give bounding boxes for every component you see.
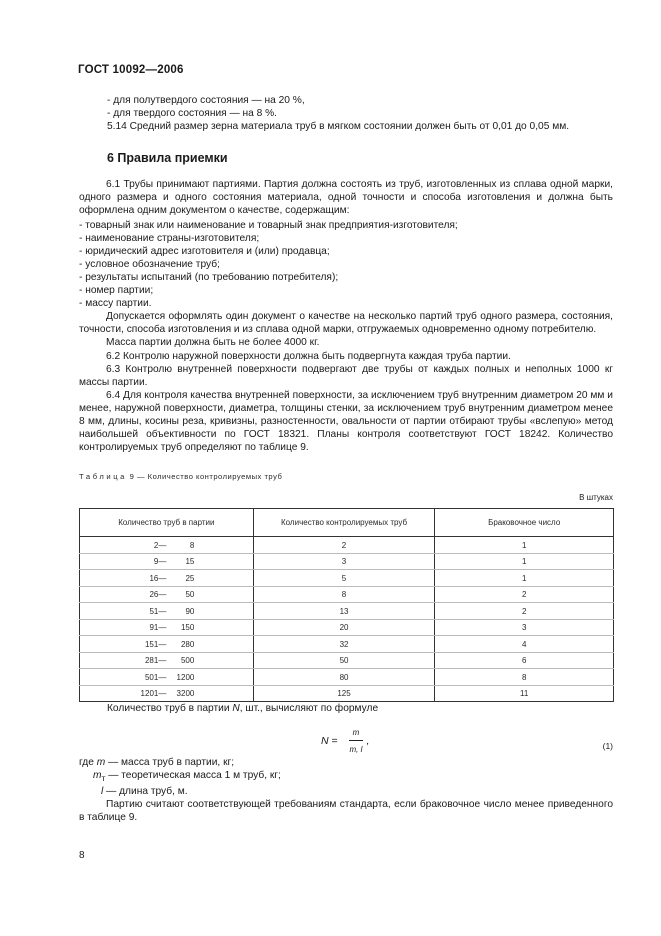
lot-size-from: 51—: [149, 606, 167, 616]
legend-text: — теоретическая масса 1 м труб, кг;: [105, 769, 281, 781]
table-row: [80, 685, 614, 702]
lot-size-from: 9—: [153, 557, 167, 567]
intro-line: - для твердого состояния — на 8 %.: [107, 108, 278, 120]
reject-cell: 1: [435, 553, 614, 570]
legend-variable: l: [101, 785, 104, 797]
lot-size-cell: [80, 652, 254, 669]
column-header: Количество контролируемых труб: [253, 509, 435, 537]
legend-variable: m: [96, 756, 106, 768]
formula-denominator: m, l: [349, 744, 363, 754]
legend-prefix: где: [79, 756, 97, 768]
reject-cell: 3: [435, 619, 614, 636]
table-row: [80, 553, 614, 570]
controlled-cell: 13: [253, 603, 435, 620]
table-row: [80, 537, 614, 554]
lot-size-cell: [80, 619, 254, 636]
formula-lhs: N: [321, 734, 329, 747]
table-header-row: [80, 509, 614, 537]
section-title: 6 Правила приемки: [107, 151, 228, 166]
controlled-cell: 8: [253, 586, 435, 603]
legend-line: [79, 785, 613, 798]
table-row: [80, 669, 614, 686]
clause-5-14: 5.14 Средний размер зерна материала труб в мягком состоянии должен быть от 0,01 до 0,05 мм.: [107, 121, 570, 133]
table-row: [80, 619, 614, 636]
formula-fraction: [349, 726, 364, 756]
reject-cell: 8: [435, 669, 614, 686]
list-item: - результаты испытаний (по требованию потребителя);: [79, 271, 339, 283]
lot-size-cell: [80, 685, 254, 702]
lot-size-to: 8: [189, 540, 195, 550]
clause-6-1: 6.1 Трубы принимают партиями. Партия должна состоять из труб, изготовленных из сплава одной марки, одного размера и одного состояния материала, одной точности и способа изготовления и должна быть оформлена одним документом о качестве, содержащим:: [79, 179, 613, 217]
clause-6-4: 6.4 Для контроля качества внутренней поверхности, за исключением труб внутренним диаметром 20 мм и менее, наружной поверхности, диаметра, толщины стенки, за исключением труб внутренним диаметром менее 8 мм, длины, косины реза, кривизны, разностенности, овальности от партии отбирают трубы «вслепую» метод наибольшей объективности по ГОСТ 18321. Планы контроля соответствуют ГОСТ 18242. Количество контролируемых труб определяют по таблице 9.: [79, 389, 613, 454]
list-item: - массу партии.: [79, 298, 152, 310]
document-contents-list: [79, 219, 613, 311]
formula-intro: [79, 702, 613, 715]
list-item: - юридический адрес изготовителя и (или) продавца;: [79, 245, 330, 257]
formula: [79, 722, 613, 756]
legend-line: [79, 769, 613, 785]
lot-size-from: 2—: [153, 540, 167, 550]
formula-expression: [321, 726, 369, 756]
formula-trailing-comma: ,: [366, 734, 370, 747]
column-header: Браковочное число: [435, 509, 614, 537]
controlled-cell: 80: [253, 669, 435, 686]
controlled-cell: 3: [253, 553, 435, 570]
reject-cell: 6: [435, 652, 614, 669]
control-table: [79, 508, 614, 702]
lot-size-cell: [80, 537, 254, 554]
reject-cell: 2: [435, 603, 614, 620]
lot-size-to: 25: [185, 573, 195, 583]
page-content: [79, 94, 613, 824]
table-units: В штуках: [579, 493, 613, 503]
lot-size-from: 501—: [144, 672, 167, 682]
reject-cell: 1: [435, 570, 614, 587]
clause-6-1-mass: Масса партии должна быть не более 4000 кг.: [106, 337, 320, 349]
legend-text: — масса труб в партии, кг;: [105, 756, 235, 768]
table-caption-label: Таблица: [79, 472, 127, 482]
controlled-cell: 5: [253, 570, 435, 587]
controlled-cell: 125: [253, 685, 435, 702]
reject-cell: 11: [435, 685, 614, 702]
lot-size-from: 16—: [149, 573, 167, 583]
lot-size-to: 280: [180, 639, 195, 649]
closing-paragraph: Партию считают соответствующей требованиям стандарта, если браковочное число менее приведенного в таблице 9.: [79, 798, 613, 823]
lot-size-cell: [80, 636, 254, 653]
lot-size-cell: [80, 570, 254, 587]
lot-size-to: 50: [185, 590, 195, 600]
lot-size-from: 281—: [144, 656, 167, 666]
table-row: [80, 603, 614, 620]
lot-size-from: 91—: [149, 623, 167, 633]
list-item: - условное обозначение труб;: [79, 258, 220, 270]
intro-line: - для полутвердого состояния — на 20 %,: [107, 95, 305, 106]
controlled-cell: 20: [253, 619, 435, 636]
page-number: 8: [79, 850, 85, 861]
formula-equals: =: [331, 734, 338, 747]
formula-intro-text: , шт., вычисляют по формуле: [239, 703, 379, 715]
lot-size-to: 500: [180, 656, 195, 666]
lot-size-from: 1201—: [140, 689, 167, 699]
table-row: [80, 636, 614, 653]
lot-size-to: 90: [185, 606, 195, 616]
reject-cell: 1: [435, 537, 614, 554]
reject-cell: 2: [435, 586, 614, 603]
table-row: [80, 570, 614, 587]
table-caption: [79, 470, 613, 483]
controlled-cell: 32: [253, 636, 435, 653]
lot-size-cell: [80, 553, 254, 570]
document-header: ГОСТ 10092—2006: [78, 64, 184, 76]
clause-6-2: 6.2 Контролю наружной поверхности должна быть подвергнута каждая труба партии.: [106, 350, 511, 362]
controlled-cell: 2: [253, 537, 435, 554]
clause-6-1-note: Допускается оформлять один документ о качестве на несколько партий труб одного размера, состояния, точности, способа изготовления и из сплава одной марки, отгружаемых одновременно одному потребителю.: [79, 311, 613, 336]
list-item: - наименование страны-изготовителя;: [79, 232, 260, 244]
lot-size-cell: [80, 603, 254, 620]
lot-size-from: 26—: [149, 590, 167, 600]
list-item: - товарный знак или наименование и товарный знак предприятия-изготовителя;: [79, 219, 458, 231]
legend-line: [79, 756, 613, 769]
lot-size-cell: [80, 669, 254, 686]
formula-intro-variable: N: [232, 703, 240, 715]
column-header: Количество труб в партии: [80, 509, 254, 537]
lot-size-from: 151—: [144, 639, 167, 649]
clause-6-3: 6.3 Контролю внутренней поверхности подвергают две трубы от каждых полных и неполных 1000 кг массы партии.: [79, 363, 613, 388]
lot-size-to: 150: [180, 623, 195, 633]
table-row: [80, 652, 614, 669]
reject-cell: 4: [435, 636, 614, 653]
formula-number: (1): [602, 740, 613, 751]
legend-text: — длина труб, м.: [103, 785, 188, 797]
lot-size-to: 1200: [176, 672, 195, 682]
controlled-cell: 50: [253, 652, 435, 669]
lot-size-to: 15: [185, 557, 195, 567]
legend-variable: m: [93, 769, 102, 781]
list-item: - номер партии;: [79, 285, 154, 297]
table-row: [80, 586, 614, 603]
legend-subscript: т: [101, 772, 106, 783]
table-caption-title: 9 — Количество контролируемых труб: [129, 472, 283, 482]
formula-legend: [79, 756, 613, 798]
lot-size-cell: [80, 586, 254, 603]
formula-intro-text: Количество труб в партии: [107, 703, 233, 715]
lot-size-to: 3200: [176, 689, 195, 699]
formula-numerator: m: [349, 726, 364, 741]
